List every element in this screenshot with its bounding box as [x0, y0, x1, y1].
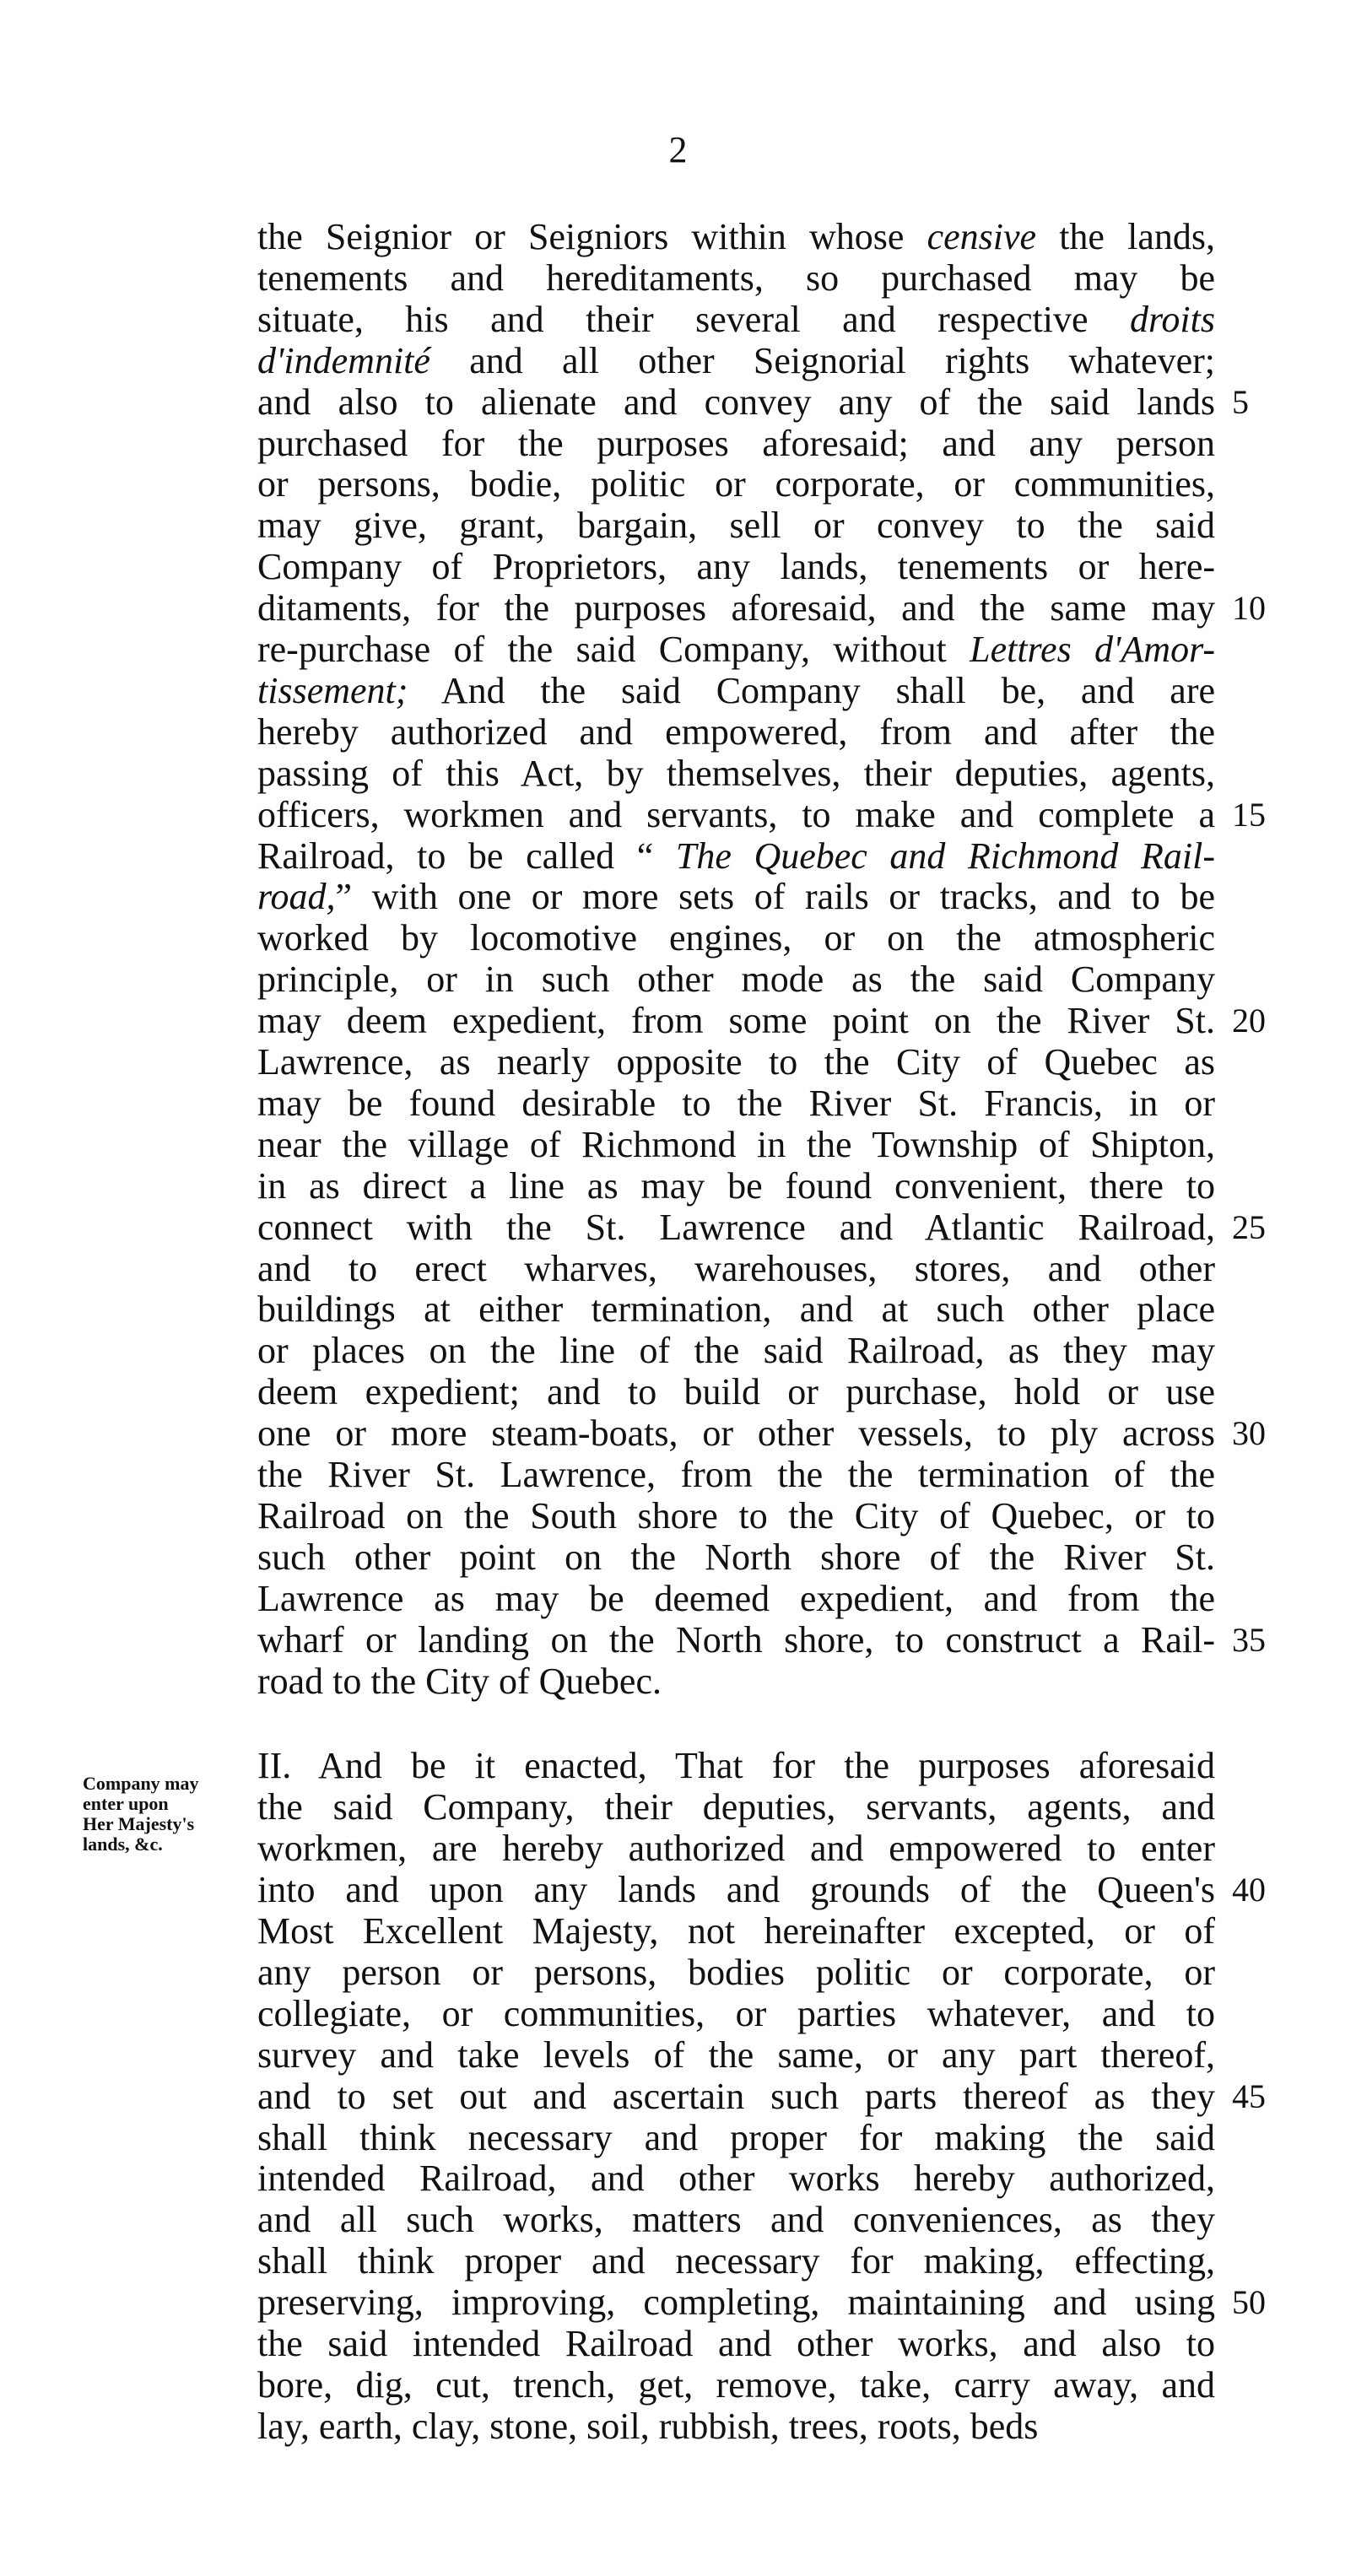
text-line — [257, 629, 1215, 671]
text-span: may deem expedient, from some point on the River St. — [257, 1000, 1215, 1042]
text-span: the lands, — [1036, 216, 1215, 257]
text-span: one or more steam-boats, or other vessels, to ply across — [257, 1412, 1215, 1455]
line-number: 40 — [1232, 1871, 1266, 1909]
text-span: officers, workmen and servants, to make and complete a — [257, 793, 1215, 835]
line-number: 5 — [1232, 382, 1249, 421]
text-line — [257, 1536, 1215, 1579]
text-span: Lawrence as may be deemed expedient, and from the — [257, 1577, 1215, 1619]
text-span: bore, dig, cut, trench, get, remove, take, carry away, and — [257, 2363, 1215, 2406]
text-line — [257, 1786, 1215, 1828]
text-line — [257, 1330, 1215, 1372]
text-span: ” with one or more sets of rails or tracks, and to be — [335, 876, 1215, 918]
margin-note-line: Company may — [83, 1773, 199, 1794]
text-span: intended Railroad, and other works hereby authorized, — [257, 2157, 1215, 2200]
text-span: and to erect wharves, warehouses, stores, and other — [257, 1247, 1215, 1289]
italic-text: The Quebec and Richmond Rail- — [675, 834, 1216, 877]
line-number: 50 — [1232, 2283, 1266, 2322]
text-span: may be found desirable to the River St. Francis, in or — [257, 1082, 1215, 1124]
text-span: and to set out and ascertain such parts thereof as they — [257, 2075, 1215, 2117]
text-span: road to the City of Quebec. — [257, 1660, 662, 1702]
text-line — [257, 1083, 1215, 1125]
text-line — [257, 1288, 1215, 1331]
text-span: wharf or landing on the North shore, to construct a Rail- — [257, 1618, 1215, 1661]
text-span: Railroad on the South shore to the City of Quebec, or to — [257, 1494, 1215, 1536]
text-span: principle, or in such other mode as the said Company — [257, 959, 1215, 1001]
line-number: 15 — [1232, 795, 1266, 834]
text-span: tenements and hereditaments, so purchased may be — [257, 257, 1215, 299]
text-line — [257, 423, 1215, 465]
text-line — [257, 2199, 1215, 2241]
page-number: 2 — [668, 129, 688, 170]
line-number: 30 — [1232, 1414, 1266, 1453]
margin-note-line: lands, &c. — [83, 1833, 163, 1855]
italic-text: d'indemnité — [257, 339, 430, 381]
line-number: 10 — [1232, 589, 1266, 628]
text-span: and all such works, matters and conveniences, as they — [257, 2199, 1215, 2241]
text-line — [257, 1619, 1215, 1661]
line-number: 35 — [1232, 1620, 1266, 1659]
text-span: Railroad, to be called “ — [257, 834, 676, 877]
text-line — [257, 959, 1215, 1001]
italic-text: Lettres d'Amor- — [970, 629, 1215, 670]
text-line — [257, 1828, 1215, 1870]
text-line — [257, 670, 1215, 712]
text-span: the River St. Lawrence, from the the termination of the — [257, 1454, 1215, 1495]
text-line — [257, 1371, 1215, 1413]
text-line — [257, 2323, 1215, 2365]
italic-text: censive — [927, 216, 1037, 257]
text-span: buildings at either termination, and at such other place — [257, 1288, 1215, 1331]
text-line — [257, 1000, 1215, 1042]
text-line — [257, 2406, 1215, 2448]
text-line — [257, 299, 1215, 341]
text-line — [257, 340, 1215, 382]
margin-note-line: Her Majesty's — [83, 1813, 195, 1834]
text-line — [257, 1745, 1215, 1787]
italic-text: droits — [1129, 298, 1215, 340]
text-line — [257, 753, 1215, 795]
margin-note-line: enter upon — [83, 1793, 169, 1814]
text-line — [257, 711, 1215, 753]
text-span: purchased for the purposes aforesaid; and any person — [257, 422, 1215, 464]
text-line — [257, 463, 1215, 505]
text-span: any person or persons, bodies politic or corporate, or — [257, 1951, 1215, 1993]
text-line — [257, 1248, 1215, 1290]
text-span: into and upon any lands and grounds of the Queen's — [257, 1869, 1215, 1911]
text-span: collegiate, or communities, or parties whatever, and to — [257, 1992, 1215, 2034]
text-line — [257, 546, 1215, 588]
text-line — [257, 1165, 1215, 1207]
margin-note — [83, 1774, 264, 1855]
text-line — [257, 835, 1215, 878]
text-span: Company of Proprietors, any lands, tenements or here- — [257, 546, 1215, 588]
text-span: re-purchase of the said Company, without — [257, 629, 970, 670]
text-span: ditaments, for the purposes aforesaid, and the same may — [257, 587, 1215, 629]
text-line — [257, 2240, 1215, 2282]
text-line — [257, 1910, 1215, 1952]
text-line — [257, 1661, 1215, 1703]
text-line — [257, 1041, 1215, 1083]
text-line — [257, 2157, 1215, 2200]
text-line — [257, 1869, 1215, 1911]
text-line — [257, 794, 1215, 836]
text-span: preserving, improving, completing, maintaining and using — [257, 2282, 1215, 2324]
text-span: shall think necessary and proper for making the said — [257, 2116, 1215, 2158]
italic-text: tissement; — [257, 669, 408, 711]
text-line — [257, 917, 1215, 959]
text-span: survey and take levels of the same, or any part thereof, — [257, 2033, 1215, 2076]
text-line — [257, 1412, 1215, 1455]
text-line — [257, 505, 1215, 547]
text-span: lay, earth, clay, stone, soil, rubbish, trees, roots, beds — [257, 2405, 1039, 2447]
text-span: II. And be it enacted, That for the purposes aforesaid — [257, 1745, 1215, 1787]
text-line — [257, 2076, 1215, 2118]
italic-text: road, — [257, 876, 336, 918]
text-line — [257, 876, 1215, 918]
text-line — [257, 381, 1215, 424]
text-span: may give, grant, bargain, sell or convey to the said — [257, 505, 1215, 547]
line-number: 45 — [1232, 2076, 1266, 2115]
text-line — [257, 257, 1215, 300]
text-line — [257, 1207, 1215, 1249]
text-line — [257, 2117, 1215, 2159]
text-span: situate, his and their several and respective — [257, 298, 1130, 340]
text-span: hereby authorized and empowered, from and after the — [257, 710, 1215, 753]
text-span: near the village of Richmond in the Township of Shipton, — [257, 1123, 1215, 1165]
text-span: Most Excellent Majesty, not hereinafter excepted, or of — [257, 1910, 1215, 1952]
line-number: 20 — [1232, 1002, 1266, 1040]
text-span: deem expedient; and to build or purchase, hold or use — [257, 1371, 1215, 1413]
text-line — [257, 1993, 1215, 2035]
text-line — [257, 587, 1215, 629]
text-line — [257, 2282, 1215, 2324]
text-line — [257, 2034, 1215, 2076]
text-line — [257, 1495, 1215, 1537]
text-span: the Seignior or Seigniors within whose — [257, 216, 927, 257]
text-span: or persons, bodie, politic or corporate, or communities, — [257, 463, 1215, 505]
text-span: passing of this Act, by themselves, their deputies, agents, — [257, 752, 1215, 794]
text-span: and also to alienate and convey any of the said lands — [257, 381, 1215, 423]
text-span: connect with the St. Lawrence and Atlantic Railroad, — [257, 1206, 1215, 1248]
text-span: And the said Company shall be, and are — [408, 669, 1215, 711]
text-span: Lawrence, as nearly opposite to the City of Quebec as — [257, 1041, 1215, 1083]
text-span: workmen, are hereby authorized and empowered to enter — [257, 1828, 1215, 1870]
line-number: 25 — [1232, 1207, 1266, 1246]
text-span: in as direct a line as may be found convenient, there to — [257, 1164, 1215, 1207]
text-span: the said Company, their deputies, servants, agents, and — [257, 1786, 1215, 1828]
text-span: such other point on the North shore of the River St. — [257, 1536, 1215, 1578]
text-line — [257, 1124, 1215, 1166]
text-line — [257, 2364, 1215, 2406]
text-span: shall think proper and necessary for making, effecting, — [257, 2240, 1215, 2282]
text-line — [257, 1578, 1215, 1620]
text-span: or places on the line of the said Railroad, as they may — [257, 1330, 1215, 1372]
text-line — [257, 1952, 1215, 1994]
text-line — [257, 216, 1215, 258]
text-span: worked by locomotive engines, or on the atmospheric — [257, 917, 1215, 959]
text-span: the said intended Railroad and other works, and also to — [257, 2323, 1215, 2364]
text-span: and all other Seignorial rights whatever; — [429, 339, 1215, 381]
text-line — [257, 1454, 1215, 1496]
